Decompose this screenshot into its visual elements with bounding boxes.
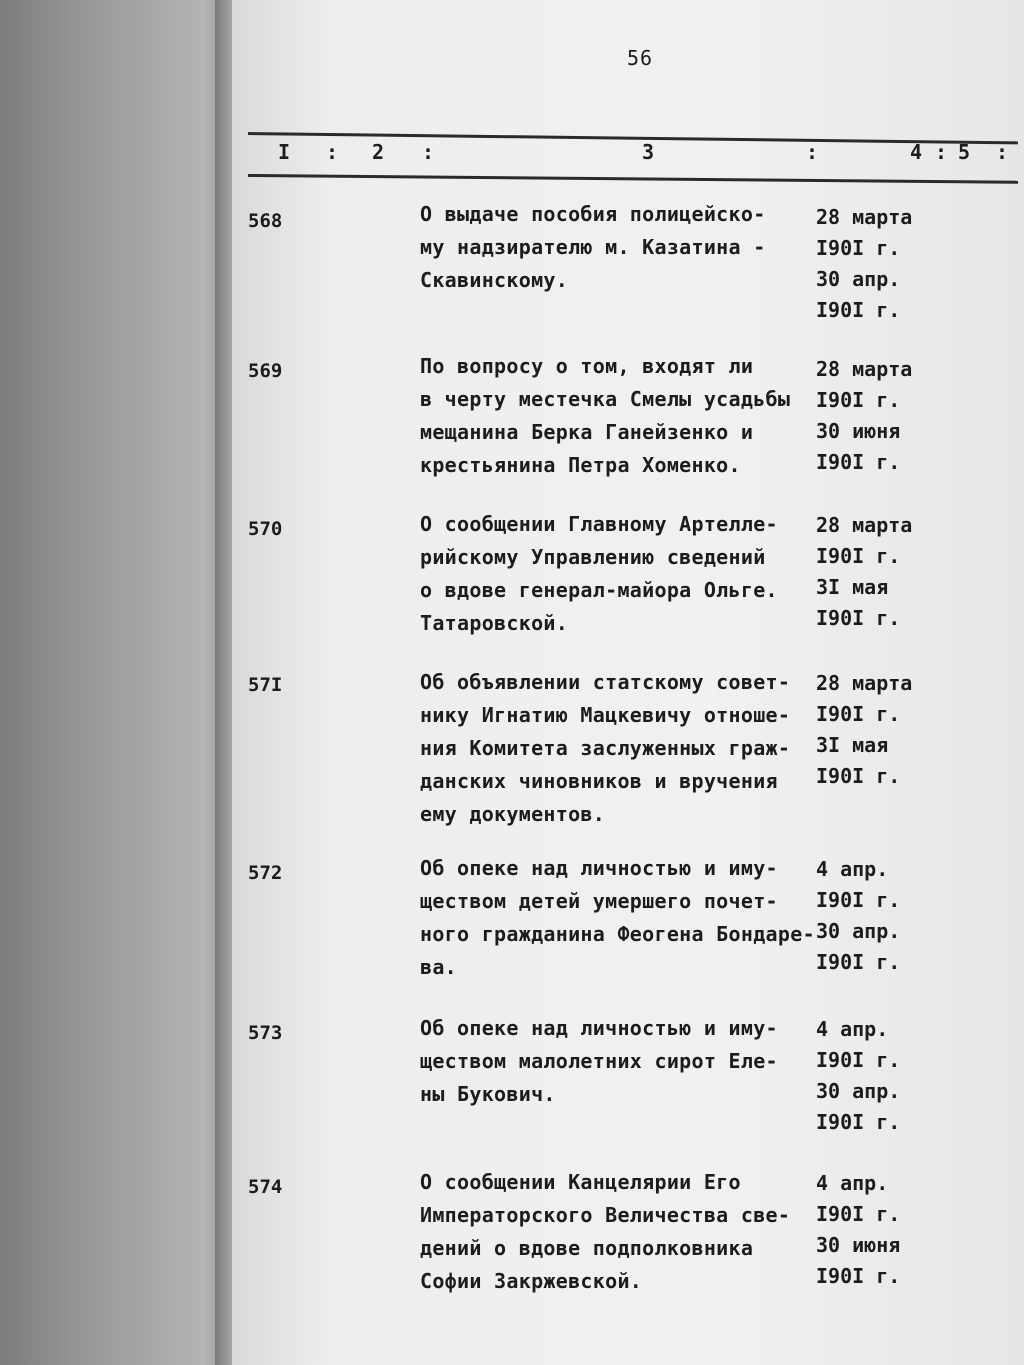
column-separator: :: [806, 140, 819, 164]
column-1-header: I: [278, 140, 291, 164]
entry-description: По вопросу о том, входят ли в черту местечка Смелы усадьбы мещанина Берка Ганейзенко и крестьянина Петра Хоменко.: [420, 354, 791, 477]
entry-dates: 28 марта I90I г. 3I мая I90I г.: [816, 513, 913, 630]
column-3-header: 3: [642, 140, 655, 164]
column-2-header: 2: [372, 140, 385, 164]
column-separator: :: [326, 140, 339, 164]
entry-number: 568: [248, 210, 283, 232]
entry-number: 57I: [248, 674, 283, 696]
column-separator: :: [935, 140, 948, 164]
entry-dates: 28 марта I90I г. 3I мая I90I г.: [816, 671, 913, 788]
column-4-header: 4: [910, 140, 923, 164]
entry-dates: 28 марта I90I г. 30 апр. I90I г.: [816, 205, 913, 322]
entry-dates: 4 апр. I90I г. 30 июня I90I г.: [816, 1171, 901, 1288]
entry-number: 573: [248, 1022, 283, 1044]
left-page-edge: [0, 0, 240, 1365]
entry-number: 569: [248, 360, 283, 382]
entry-description: О выдаче пособия полицейско- му надзирателю м. Казатина - Скавинскому.: [420, 202, 766, 292]
column-separator: :: [422, 140, 435, 164]
page-number: 56: [627, 46, 654, 70]
entry-description: Об объявлении статскому совет- нику Игнатию Мацкевичу отноше- ния Комитета заслуженных граж- данских чиновников и вручения ему документов.: [420, 670, 791, 826]
entry-number: 570: [248, 518, 283, 540]
entry-number: 572: [248, 862, 283, 884]
column-separator: :: [996, 140, 1009, 164]
entry-description: О сообщении Главному Артелле- рийскому Управлению сведений о вдове генерал-майора Ольге. Татаровской.: [420, 512, 778, 635]
entry-dates: 28 марта I90I г. 30 июня I90I г.: [816, 357, 913, 474]
entry-dates: 4 апр. I90I г. 30 апр. I90I г.: [816, 857, 901, 974]
entry-dates: 4 апр. I90I г. 30 апр. I90I г.: [816, 1017, 901, 1134]
entry-number: 574: [248, 1176, 283, 1198]
entry-description: О сообщении Канцелярии Его Императорского Величества све- дений о вдове подполковника Софии Закржевской.: [420, 1170, 791, 1293]
entry-description: Об опеке над личностью и иму- ществом детей умершего почет- ного гражданина Феогена Бондаре- ва.: [420, 856, 815, 979]
column-5-header: 5: [958, 140, 971, 164]
entry-description: Об опеке над личностью и иму- ществом малолетних сирот Еле- ны Букович.: [420, 1016, 778, 1106]
